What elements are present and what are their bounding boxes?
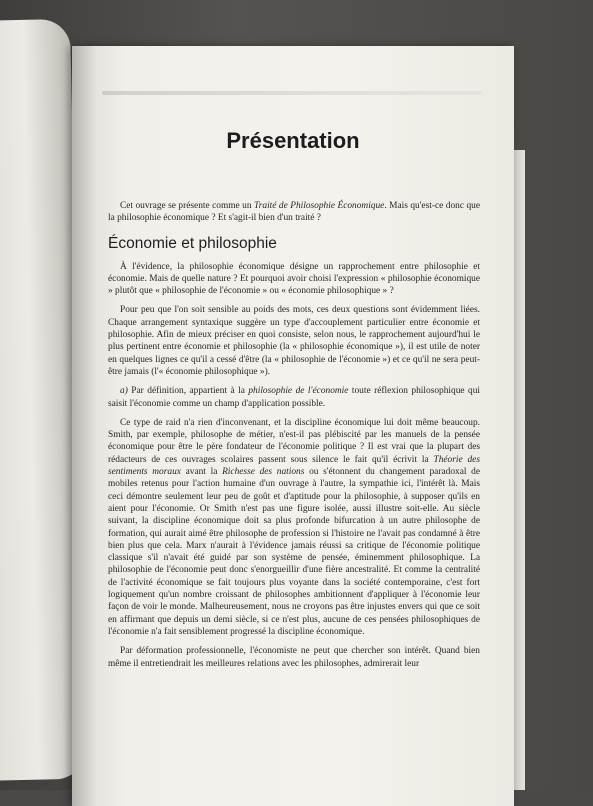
paragraph-3: a) Par définition, appartient à la philosophie de l'économie toute réflexion philosophique qui saisit l'économie comme un champ d'application possible. [108, 386, 480, 409]
running-head-bleedthrough [102, 91, 482, 95]
page-title: Présentation [226, 128, 360, 153]
paragraph-1: À l'évidence, la philosophie économique désigne un rapprochement entre philosophie et économie. Mais de quelle nature ? Et pourquoi avoir choisi l'expression « philosophie économique » plutôt que « philosophie de l'économie » ou « économie philosophique » ? [108, 261, 480, 297]
gutter-shadow [72, 46, 96, 806]
paragraph-2: Pour peu que l'on soit sensible au poids des mots, ces deux questions sont évidemment liées. Chaque arrangement syntaxique suggère un type d'accouplement particulier entre économie et philosophie. Afin de mieux préciser en quoi consiste, selon nous, le rapprochement aujourd'hui le plus pertinent entre économie et philosophie (la « philosophie économique »), il est utile de noter en quelques lignes ce qu'il a cessé d'être (la « philosophie de l'économie ») et ce qu'il ne sera peut-être jamais (l'« économie philosophique »). [108, 305, 480, 377]
paragraph-5: Par déformation professionnelle, l'économiste ne peut que chercher son intérêt. Quand bien même il entretiendrait les meilleures relations avec les philosophes, admirerait leur [108, 646, 480, 669]
section-heading: Économie et philosophie [108, 234, 277, 252]
book-page [72, 46, 514, 806]
paragraph-4: Ce type de raid n'a rien d'inconvenant, et la discipline économique lui doit même beaucoup. Smith, par exemple, philosophe de métier, n'est-il pas plébiscité par les manuels de la pensée économique pour être le père fondateur de l'économie politique ? Il est vrai que la plupart des rédacteurs de ces ouvrages scolaires passent sous silence le fait qu'il écrivit la Théorie des sentiments moraux avant la Richesse des nations ou s'étonnent du changement paradoxal de mobiles retenus pour l'action humaine d'un ouvrage à l'autre, la sympathie ici, l'intérêt là. Mais ceci démontre seulement leur peu de goût et d'aptitude pour la philosophie, à supposer qu'ils en aient pour l'économie. Or Smith n'est pas une figure isolée, aussi illustre soit-elle. Au siècle suivant, la discipline économique doit sa plus profonde bifurcation à un autre philosophe de formation, qui aurait aimé être philosophe de profession si l'histoire ne l'avait pas condamné à être bien plus que cela. Marx n'aurait à l'évidence jamais réussi sa critique de l'économie politique classique s'il n'avait été guidé par son système de pensée, éminemment philosophique. La philosophie de l'économie peut donc s'enorgueillir d'une fière ancestralité. Et comme la centralité de l'activité économique se fait toujours plus voyante dans la société contemporaine, c'est fort logiquement qu'un nombre croissant de philosophes ambitionnent d'appliquer à l'économie leur façon de voir le monde. Malheureusement, nous ne croyons pas être injustes envers qui que ce soit en affirmant que depuis un demi siècle, si ce n'est plus, aucune de ces pensées philosophiques de l'économie n'a fait sensiblement progressé la discipline économique. [108, 417, 480, 637]
intro-paragraph: Cet ouvrage se présente comme un Traité de Philosophie Économique. Mais qu'est-ce donc que la philosophie économique ? Et s'agit-il bien d'un traité ? [108, 201, 480, 224]
page-body [108, 200, 480, 677]
